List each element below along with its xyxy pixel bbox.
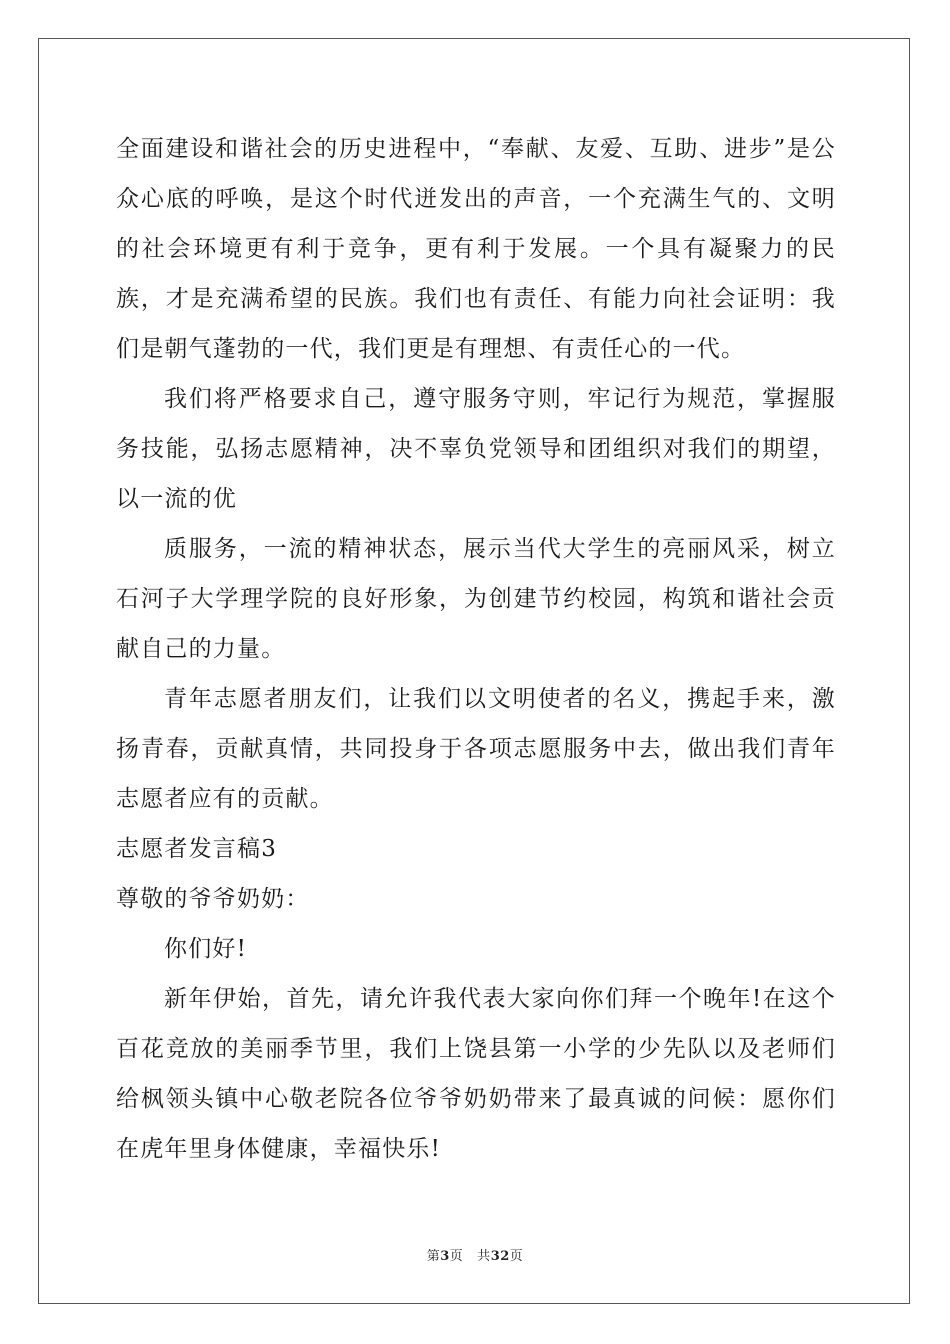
paragraph-commitment: 我们将严格要求自己，遵守服务守则，牢记行为规范，掌握服务技能，弘扬志愿精神，决不辜负党领导和团组织对我们的期望，以一流的优 [116, 386, 836, 512]
paragraph-service: 质服务，一流的精神状态，展示当代大学生的亮丽风采，树立石河子大学理学院的良好形象，为创建节约校园，构筑和谐社会贡献自己的力量。 [116, 536, 836, 662]
page-footer [0, 1245, 950, 1264]
salutation: 尊敬的爷爷奶奶： [116, 886, 310, 912]
page-suffix: 页 [449, 1249, 464, 1264]
paragraph-continuation: 全面建设和谐社会的历史进程中，“奉献、友爱、互助、进步”是公众心底的呼唤，是这个时代迸发出的声音，一个充满生气的、文明的社会环境更有利于竞争，更有利于发展。一个具有凝聚力的民族，才是充满希望的民族。我们也有责任、有能力向社会证明：我们是朝气蓬勃的一代，我们更是有理想、有责任心的一代。 [116, 136, 836, 362]
total-suffix: 页 [509, 1249, 524, 1264]
section-title: 志愿者发言稿3 [116, 836, 278, 862]
paragraph-call-to-action: 青年志愿者朋友们，让我们以文明使者的名义，携起手来，激扬青春，贡献真情，共同投身于各项志愿服务中去，做出我们青年志愿者应有的贡献。 [116, 686, 836, 812]
page-prefix: 第 [426, 1249, 441, 1264]
page-total: 32 [490, 1249, 510, 1264]
greeting: 你们好! [164, 936, 248, 962]
paragraph-new-year: 新年伊始，首先，请允许我代表大家向你们拜一个晚年!在这个百花竞放的美丽季节里，我们上饶县第一小学的少先队以及老师们给枫领头镇中心敬老院各位爷爷奶奶带来了最真诚的问候：愿你们在虎年里身体健康，幸福快乐! [116, 986, 836, 1162]
page-current: 3 [440, 1249, 450, 1264]
document-body [116, 124, 836, 1174]
total-prefix: 共 [477, 1249, 491, 1264]
